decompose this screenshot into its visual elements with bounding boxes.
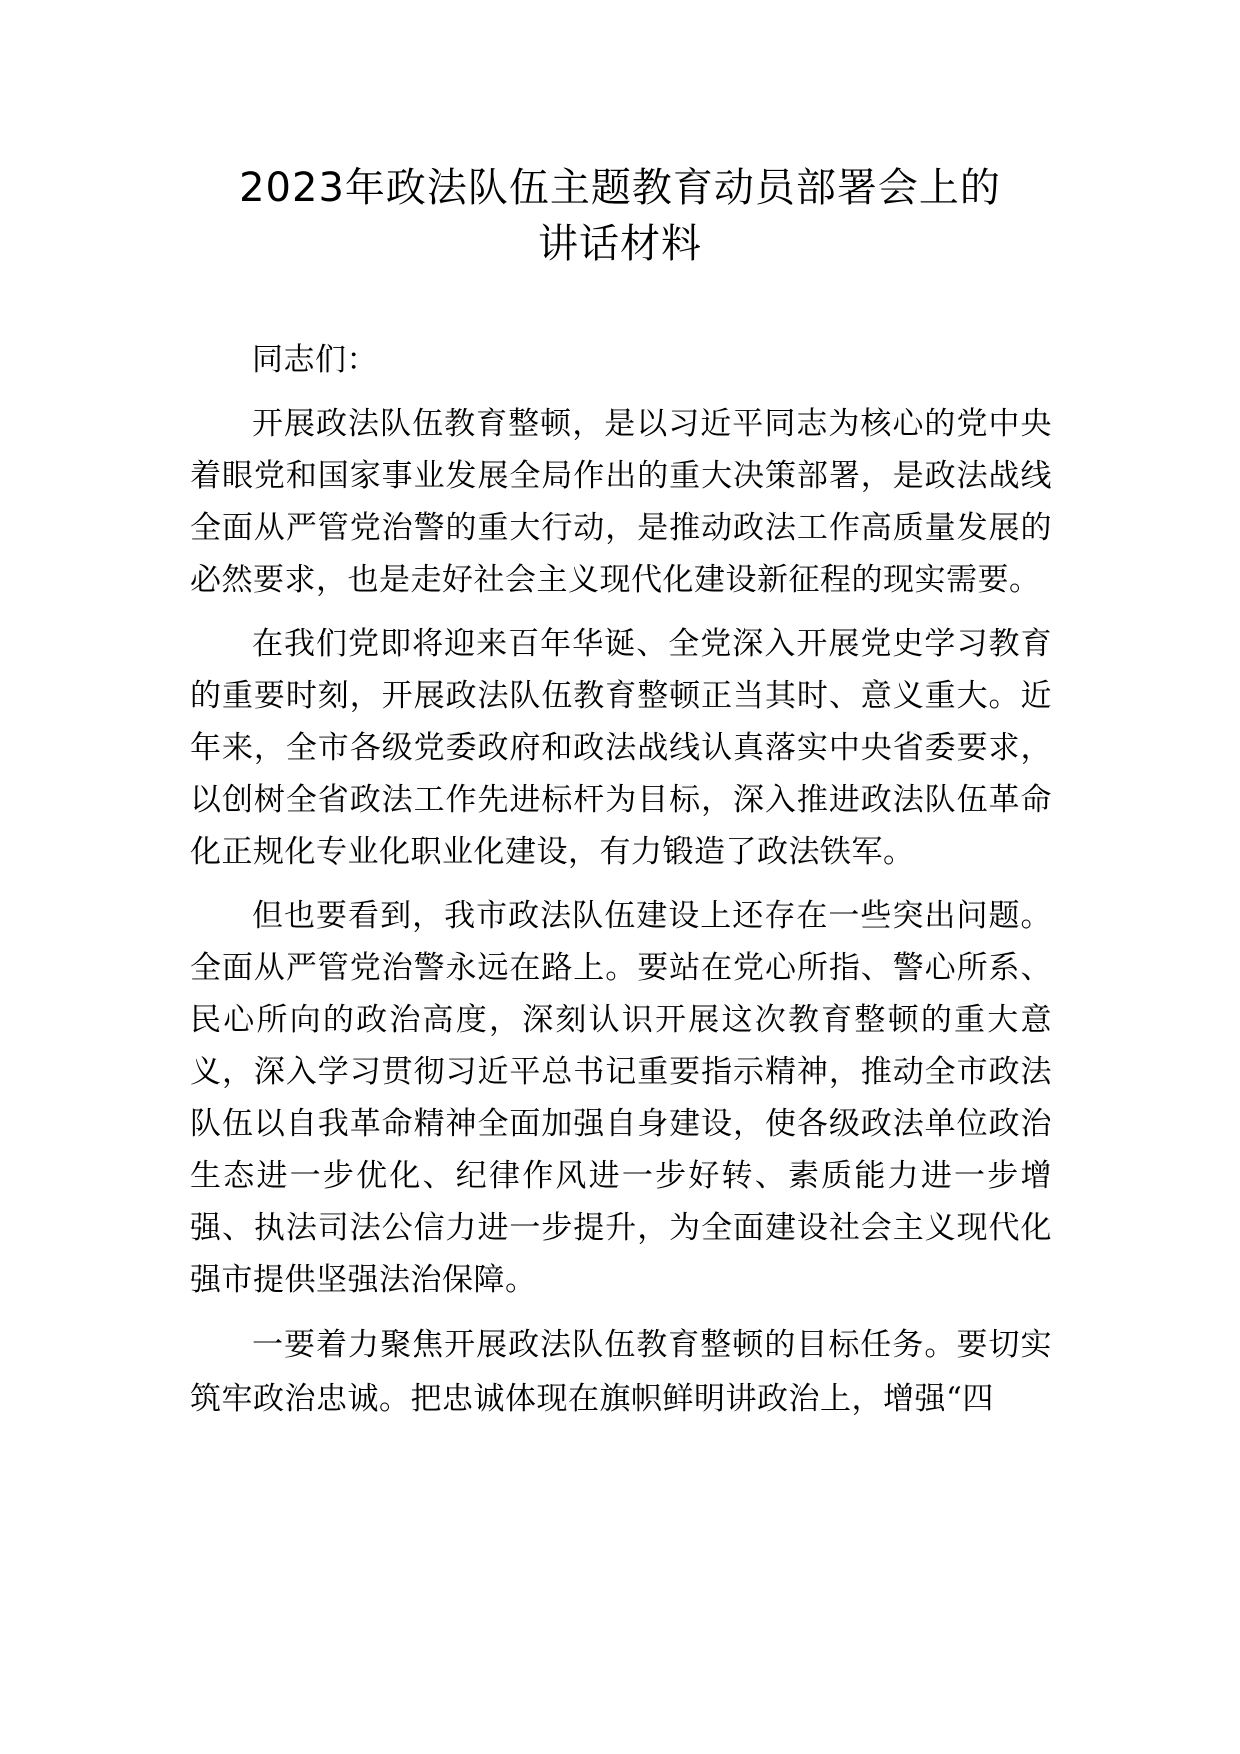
salutation: 同志们： — [252, 342, 378, 378]
paragraph: 但也要看到，我市政法队伍建设上还存在一些突出问题。全面从严管党治警永远在路上。要站在党心所指、警心所系、民心所向的政治高度，深刻认识开展这次教育整顿的重大意义，深入学习贯彻习近平总书记重要指示精神，推动全市政法队伍以自我革命精神全面加强自身建设，使各级政法单位政治生态进一步优化、纪律作风进一步好转、素质能力进一步增强、执法司法公信力进一步提升，为全面建设社会主义现代化强市提供坚强法治保障。 — [190, 898, 1052, 1298]
title-line-2: 讲话材料 — [538, 221, 702, 267]
paragraph: 在我们党即将迎来百年华诞、全党深入开展党史学习教育的重要时刻，开展政法队伍教育整顿正当其时、意义重大。近年来，全市各级党委政府和政法战线认真落实中央省委要求，以创树全省政法工作先进标杆为目标，深入推进政法队伍革命化正规化专业化职业化建设，有力锻造了政法铁军。 — [190, 626, 1052, 870]
document-title — [150, 160, 1090, 272]
paragraph: 开展政法队伍教育整顿，是以习近平同志为核心的党中央着眼党和国家事业发展全局作出的重大决策部署，是政法战线全面从严管党治警的重大行动，是推动政法工作高质量发展的必然要求，也是走好社会主义现代化建设新征程的现实需要。 — [190, 406, 1052, 598]
title-line-1: 2023年政法队伍主题教育动员部署会上的 — [239, 165, 1001, 211]
paragraph: 一要着力聚焦开展政法队伍教育整顿的目标任务。要切实筑牢政治忠诚。把忠诚体现在旗帜鲜明讲政治上，增强“四 — [190, 1327, 1052, 1417]
document-body — [190, 334, 1052, 1438]
